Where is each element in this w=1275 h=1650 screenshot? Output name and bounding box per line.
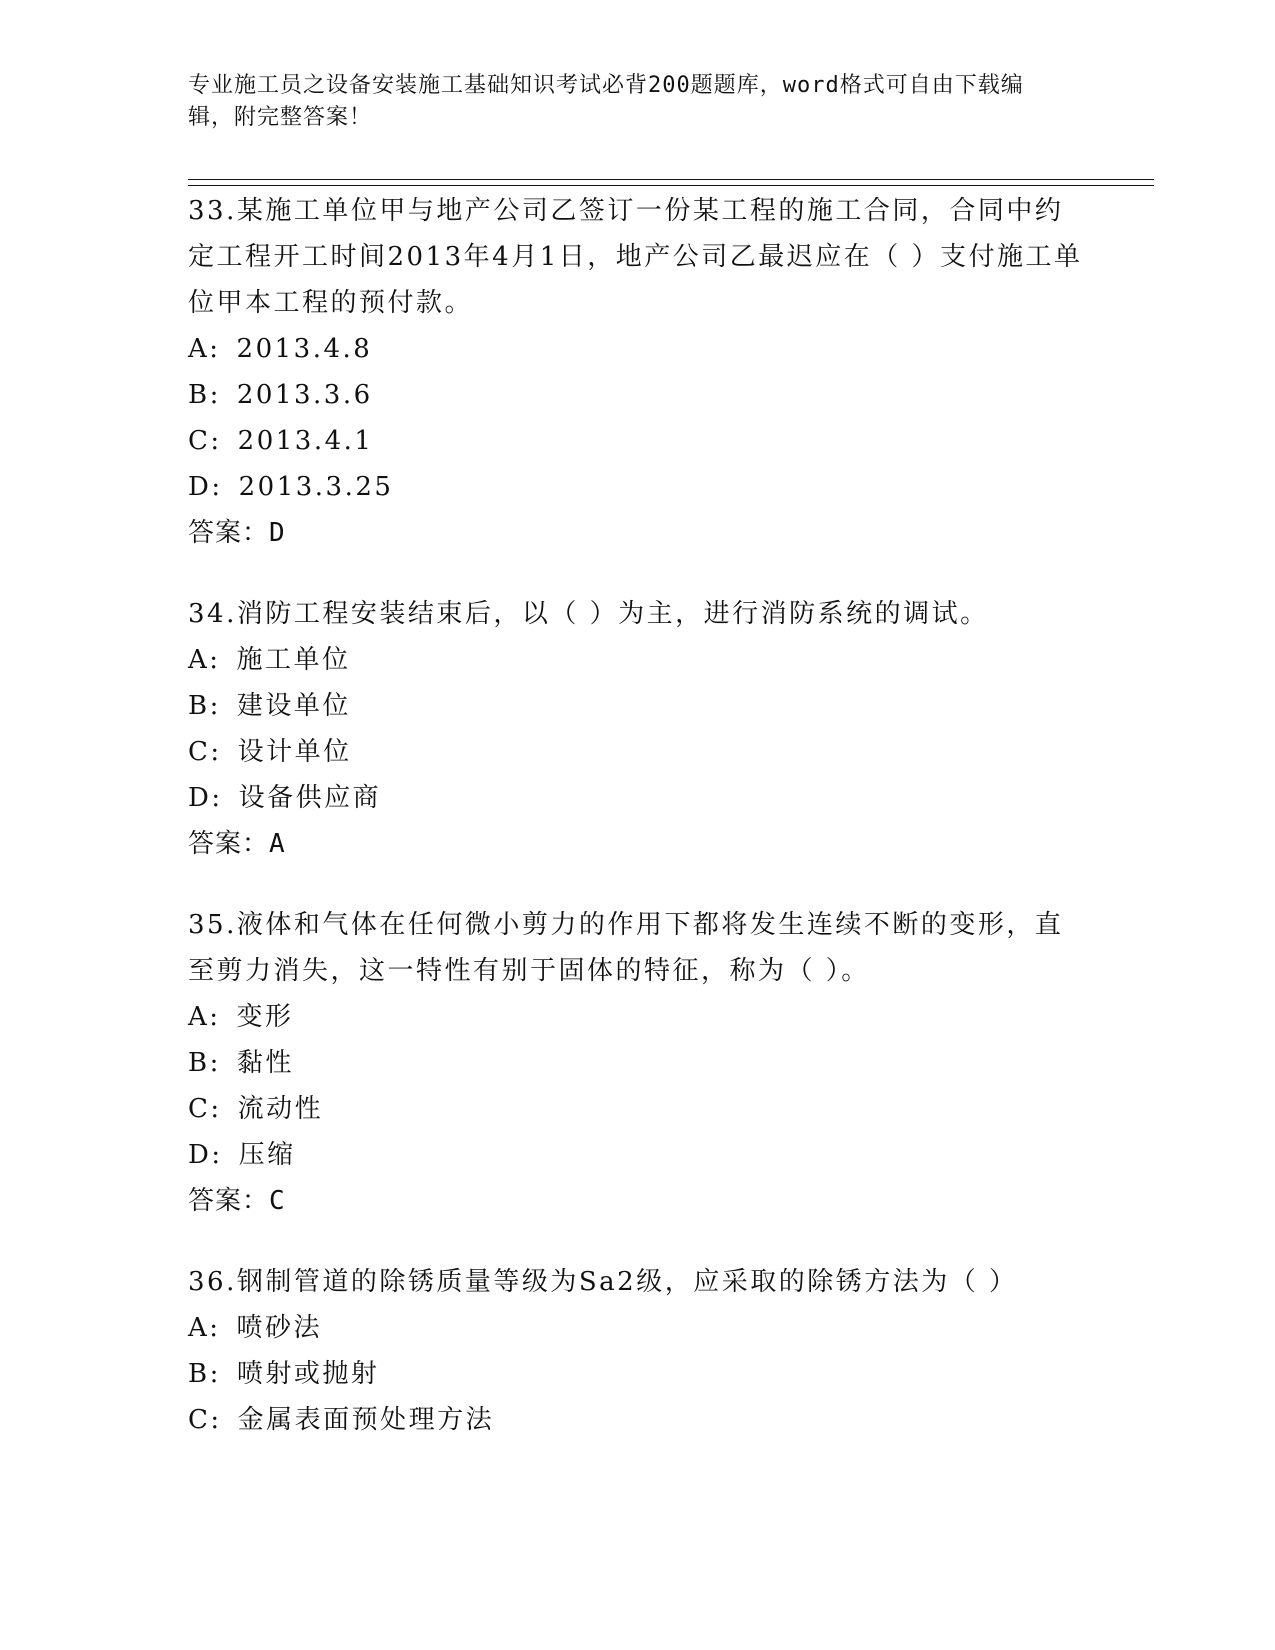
option-letter: B: (188, 1359, 221, 1389)
option-text: 压缩 (238, 1140, 296, 1170)
option-d (188, 775, 1088, 821)
option-b (188, 372, 1088, 418)
option-b (188, 683, 1088, 729)
option-b (188, 1351, 1088, 1397)
option-text: 喷砂法 (236, 1313, 323, 1343)
question-stem: 35.液体和气体在任何微小剪力的作用下都将发生连续不断的变形，直至剪力消失，这一特性有别于固体的特征，称为（ ）。 (188, 910, 1064, 986)
option-text: 金属表面预处理方法 (237, 1405, 495, 1435)
question-list (188, 188, 1088, 1478)
question-stem: 34.消防工程安装结束后，以（ ）为主，进行消防系统的调试。 (188, 599, 989, 629)
option-text: 黏性 (236, 1048, 294, 1078)
question-34 (188, 591, 1088, 867)
option-letter: A: (188, 334, 221, 364)
option-letter: B: (188, 691, 221, 721)
option-letter: C: (188, 1094, 222, 1124)
option-letter: C: (188, 426, 222, 456)
question-35 (188, 902, 1088, 1224)
option-letter: C: (188, 737, 222, 767)
option-b (188, 1040, 1088, 1086)
option-letter: A: (188, 1313, 221, 1343)
option-text: 喷射或抛射 (236, 1359, 380, 1389)
question-stem: 33.某施工单位甲与地产公司乙签订一份某工程的施工合同，合同中约定工程开工时间2013年4月1日，地产公司乙最迟应在（ ）支付施工单位甲本工程的预付款。 (188, 196, 1083, 318)
option-text: 2013.3.6 (236, 380, 373, 410)
option-letter: B: (188, 380, 221, 410)
question-stem: 36.钢制管道的除锈质量等级为Sa2级，应采取的除锈方法为（ ） (188, 1267, 1018, 1297)
option-text: 2013.4.8 (236, 334, 373, 364)
option-a (188, 637, 1088, 683)
question-36 (188, 1259, 1088, 1443)
option-letter: D: (188, 783, 223, 813)
option-letter: A: (188, 1002, 221, 1032)
option-c (188, 1397, 1088, 1443)
header-rule-top (188, 179, 1154, 180)
option-letter: D: (188, 1140, 223, 1170)
option-c (188, 418, 1088, 464)
option-d (188, 1132, 1088, 1178)
header-rule-bottom (188, 185, 1154, 186)
document-header: 专业施工员之设备安装施工基础知识考试必背200题题库，word格式可自由下载编辑，附完整答案！ (188, 73, 1024, 130)
option-text: 设计单位 (237, 737, 352, 767)
answer-line: 答案：D (188, 518, 286, 548)
option-c (188, 1086, 1088, 1132)
question-33 (188, 188, 1088, 556)
option-d (188, 464, 1088, 510)
option-text: 变形 (236, 1002, 294, 1032)
option-letter: B: (188, 1048, 221, 1078)
option-letter: D: (188, 472, 223, 502)
option-a (188, 1305, 1088, 1351)
answer-line: 答案：A (188, 829, 286, 859)
option-a (188, 994, 1088, 1040)
option-text: 2013.4.1 (237, 426, 374, 456)
option-text: 施工单位 (236, 645, 351, 675)
option-text: 设备供应商 (238, 783, 382, 813)
option-text: 2013.3.25 (238, 472, 394, 502)
option-letter: A: (188, 645, 221, 675)
option-letter: C: (188, 1405, 222, 1435)
answer-line: 答案：C (188, 1186, 286, 1216)
option-text: 建设单位 (236, 691, 351, 721)
option-a (188, 326, 1088, 372)
option-text: 流动性 (237, 1094, 324, 1124)
option-c (188, 729, 1088, 775)
